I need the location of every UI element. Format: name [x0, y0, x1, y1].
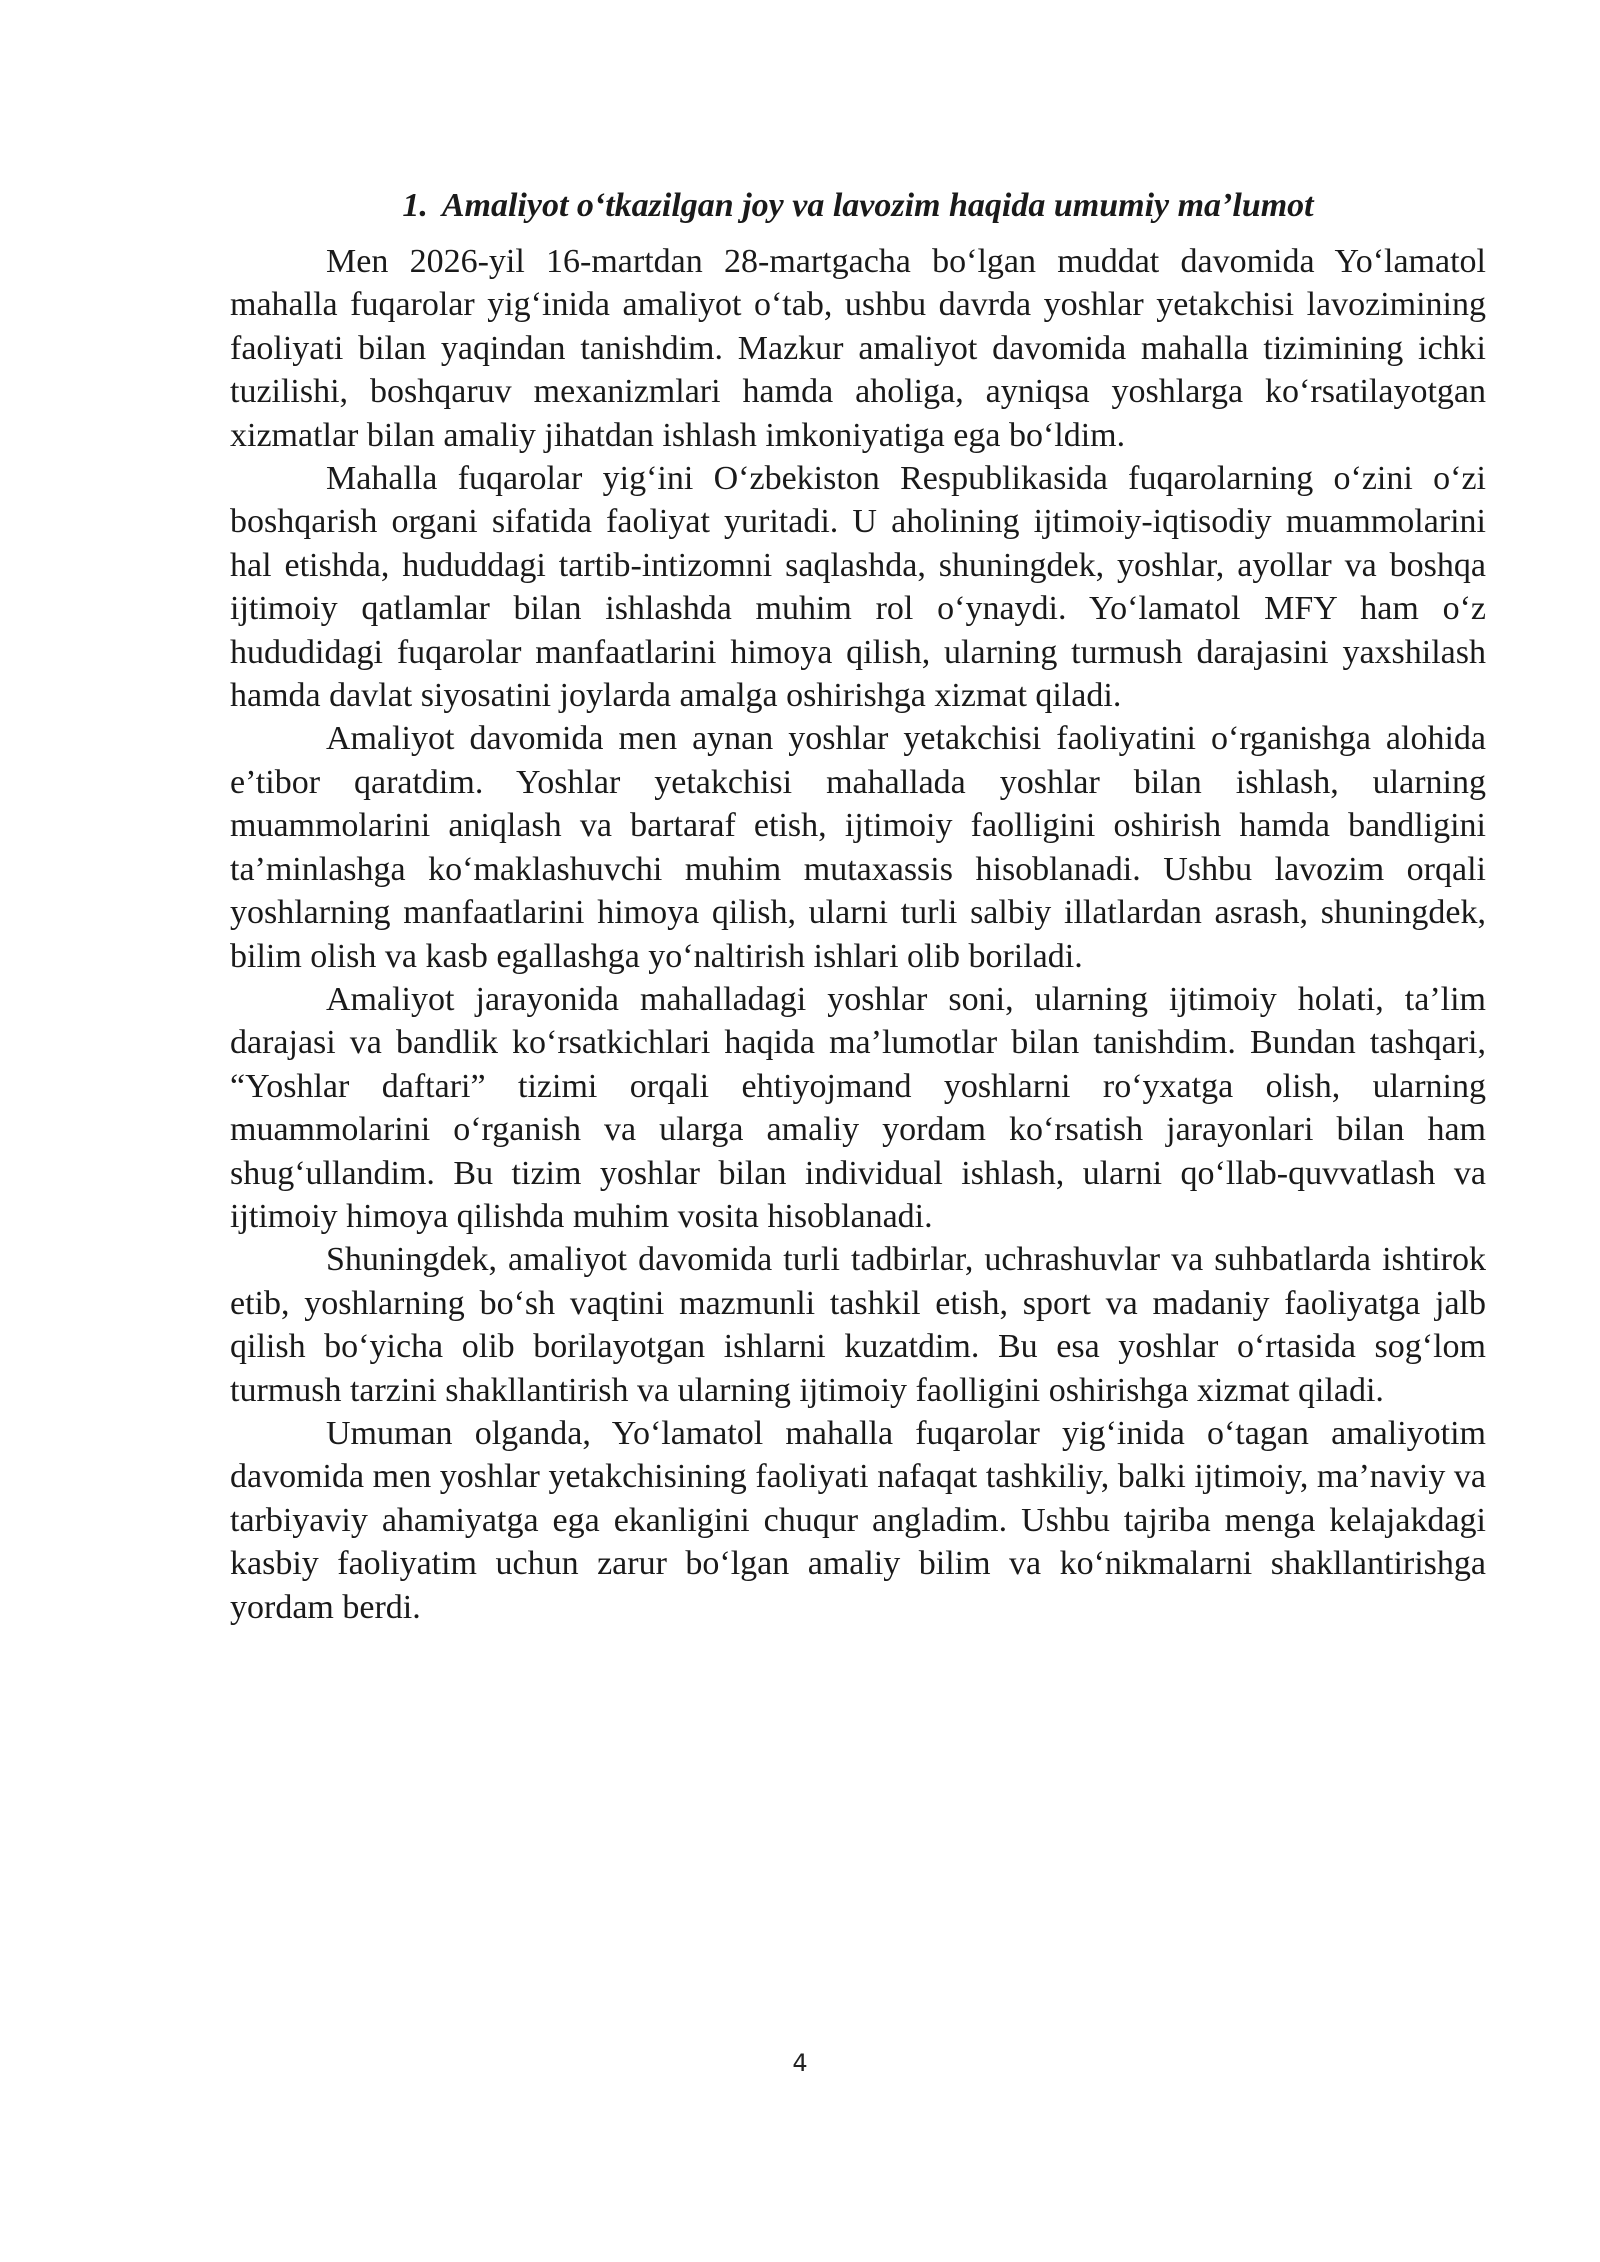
paragraph-4: Amaliyot jarayonida mahalladagi yoshlar soni, ularning ijtimoiy holati, ta’lim darajasi va bandlik ko‘rsatkichlari haqida ma’lumotlar bilan tanishdim. Bundan tashqari, “Yoshlar daftari” tizimi orqali ehtiyojmand yoshlarni ro‘yxatga olish, ularning muammolarini o‘rganish va ularga amaliy yordam ko‘rsatish jarayonlari bilan ham shug‘ullandim. Bu tizim yoshlar bilan individual ishlash, ularni qo‘llab-quvvatlash va ijtimoiy himoya qilishda muhim vosita hisoblanadi.	[230, 980, 1486, 1235]
section-number: 1.	[402, 187, 428, 224]
paragraph-3: Amaliyot davomida men aynan yoshlar yetakchisi faoliyatini o‘rganishga alohida e’tibor qaratdim. Yoshlar yetakchisi mahallada yoshlar bilan ishlash, ularning muammolarini aniqlash va bartaraf etish, ijtimoiy faolligini oshirish hamda bandligini ta’minlashga ko‘maklashuvchi muhim mutaxassis hisoblanadi. Ushbu lavozim orqali yoshlarning manfaatlarini himoya qilish, ularni turli salbiy illatlardan asrash, shuningdek, bilim olish va kasb egallashga yo‘naltirish ishlari olib boriladi.	[230, 720, 1486, 975]
paragraph-5: Shuningdek, amaliyot davomida turli tadbirlar, uchrashuvlar va suhbatlarda ishtirok etib, yoshlarning bo‘sh vaqtini mazmunli tashkil etish, sport va madaniy faoliyatga jalb qilish bo‘yicha olib borilayotgan ishlarni kuzatdim. Bu esa yoshlar o‘rtasida sog‘lom turmush tarzini shakllantirish va ularning ijtimoiy faolligini oshirishga xizmat qiladi.	[230, 1241, 1486, 1409]
body-text	[230, 240, 1486, 1629]
section-title: Amaliyot o‘tkazilgan joy va lavozim haqida umumiy ma’lumot	[441, 187, 1314, 224]
paragraph-2: Mahalla fuqarolar yig‘ini O‘zbekiston Respublikasida fuqarolarning o‘zini o‘zi boshqarish organi sifatida faoliyat yuritadi. U aholining ijtimoiy-iqtisodiy muammolarini hal etishda, hududdagi tartib-intizomni saqlashda, shuningdek, yoshlar, ayollar va boshqa ijtimoiy qatlamlar bilan ishlashda muhim rol o‘ynaydi. Yo‘lamatol MFY ham o‘z hududidagi fuqarolar manfaatlarini himoya qilish, ularning turmush darajasini yaxshilash hamda davlat siyosatini joylarda amalga oshirishga xizmat qiladi.	[230, 460, 1486, 715]
paragraph-6: Umuman olganda, Yo‘lamatol mahalla fuqarolar yig‘inida o‘tagan amaliyotim davomida men yoshlar yetakchisining faoliyati nafaqat tashkiliy, balki ijtimoiy, ma’naviy va tarbiyaviy ahamiyatga ega ekanligini chuqur angladim. Ushbu tajriba menga kelajakdagi kasbiy faoliyatim uchun zarur bo‘lgan amaliy bilim va ko‘nikmalarni shakllantirishga yordam berdi.	[230, 1414, 1486, 1626]
section-heading	[230, 184, 1486, 228]
paragraph-1: Men 2026-yil 16-martdan 28-martgacha bo‘lgan muddat davomida Yo‘lamatol mahalla fuqarolar yig‘inida amaliyot o‘tab, ushbu davrda yoshlar yetakchisi lavozimining faoliyati bilan yaqindan tanishdim. Mazkur amaliyot davomida mahalla tizimining ichki tuzilishi, boshqaruv mexanizmlari hamda aholiga, ayniqsa yoshlarga ko‘rsatilayotgan xizmatlar bilan amaliy jihatdan ishlash imkoniyatiga ega bo‘ldim.	[230, 243, 1486, 454]
page-number: 4	[792, 2049, 808, 2077]
